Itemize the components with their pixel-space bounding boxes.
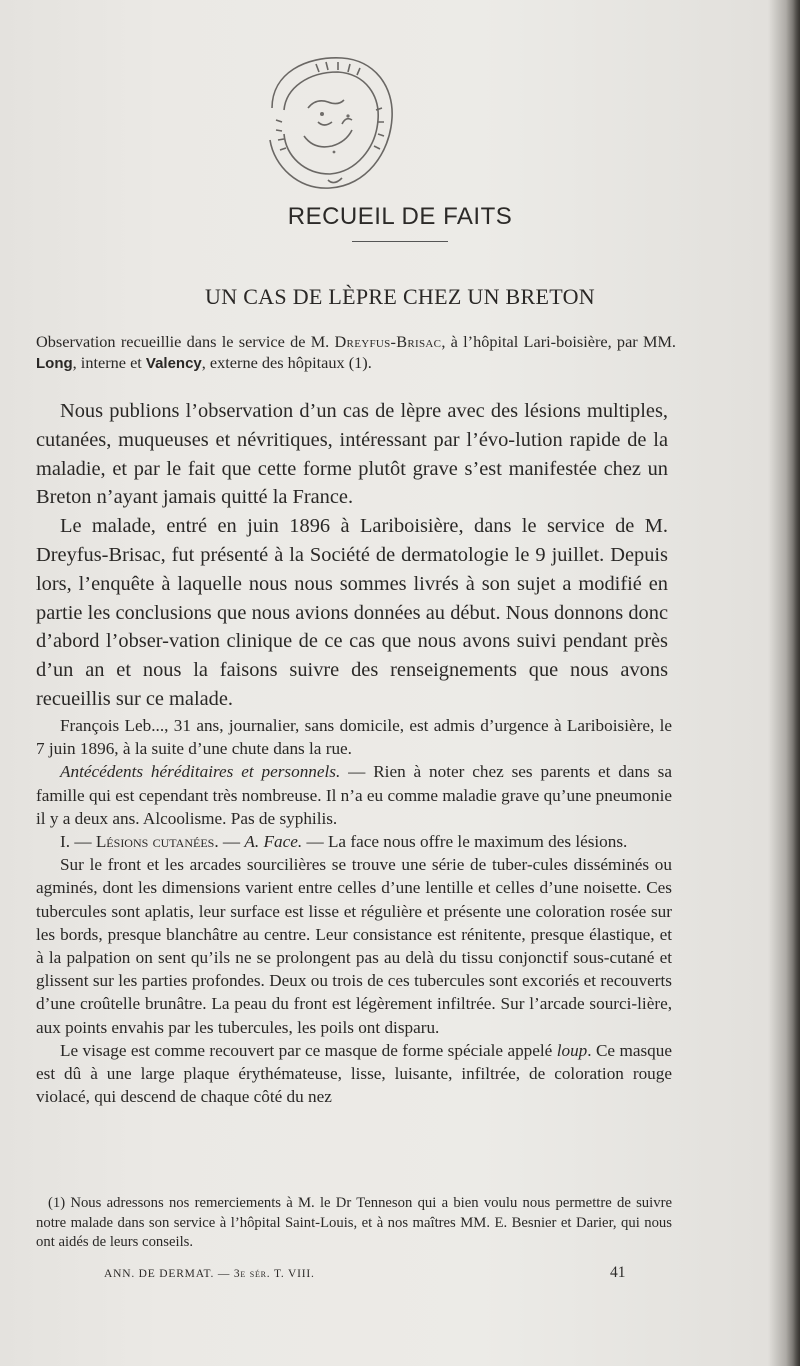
case-report: [36, 714, 672, 1108]
section-text: — La face nous offre le maximum des lésions.: [302, 832, 628, 852]
header-divider: [352, 241, 448, 242]
case-intro: François Leb..., 31 ans, journalier, sans domicile, est admis d’urgence à Lariboisière, le 7 juin 1896, à la suite d’une chute dans la rue.: [36, 716, 672, 759]
lead-section: [36, 397, 668, 714]
case-paragraph-visage: [36, 1039, 672, 1109]
observation-text-1: Observation recueillie dans le service de M.: [36, 332, 335, 351]
antecedents-heading: Antécédents héréditaires et personnels.: [60, 762, 341, 782]
section-header: RECUEIL DE FAITS: [287, 203, 513, 230]
case-paragraph-front: Sur le front et les arcades sourcilières se trouve une série de tuber-cules disséminés ou agminés, dont les dimensions varient entre celles d’une lentille et celles d’une noisette. Ces tubercules sont aplatis, leur surface est lisse et régulière et présente une coloration rosée sur les bords, presque blanchâtre au centre. Leur consistance est rénitente, presque élastique, et à la palpation on sent qu’ils ne se prolongent pas au delà du tissu conjonctif sous-cutané et glissent sur les parties profondes. Deux ou trois de ces tubercules sont excoriés et recouverts d’une croûtelle brunâtre. La peau du front est légèrement infiltrée. Sur l’arcade sourci-lière, aux points envahis par les tubercules, les poils ont disparu.: [36, 855, 672, 1037]
article-title: UN CAS DE LÈPRE CHEZ UN BRETON: [205, 284, 595, 309]
observation-credit: [36, 331, 676, 374]
section-heading: Lésions cutanées.: [95, 832, 219, 852]
observation-author-2: Valency: [145, 355, 202, 372]
visage-text-2: . Ce masque est dû à une large plaque érythémateuse, lisse, luisante, infiltrée, de coloration rouge violacé, qui descend de chaque côté du nez: [36, 1040, 672, 1107]
case-section-lesions: [36, 830, 672, 853]
page-number: 41: [610, 1264, 626, 1281]
visage-term: loup: [556, 1040, 588, 1060]
journal-reference: ANN. DE DERMAT. — 3e sér. T. VIII.: [104, 1268, 315, 1280]
observation-text-4: , externe des hôpitaux (1).: [201, 353, 372, 372]
library-stamp-icon: [258, 48, 402, 198]
section-number: I. —: [60, 832, 96, 852]
visage-text-1: Le visage est comme recouvert par ce masque de forme spéciale appelé: [60, 1040, 557, 1060]
lead-paragraph: Nous publions l’observation d’un cas de lèpre avec des lésions multiples, cutanées, muqueuses et névritiques, intéressant par l’évo-lution rapide de la maladie, et par le fait que cette forme plutôt grave s’est manifestée chez un Breton n’ayant jamais quitté la France.: [36, 400, 668, 509]
lead-paragraph: Le malade, entré en juin 1896 à Lariboisière, dans le service de M. Dreyfus-Brisac, fut présenté à la Société de dermatologie le 9 juillet. Depuis lors, l’enquête à laquelle nous nous sommes livrés à son sujet a modifié en partie les conclusions que nous avions données au début. Nous donnons donc d’abord l’obser-vation clinique de ce cas que nous avons suivi pendant près d’un an et nous la faisons suivre des renseignements que nous avons recueillis sur ce malade.: [36, 515, 668, 710]
observation-text-2: , à l’hôpital Lari-boisière, par MM.: [441, 332, 676, 351]
subsection-heading: A. Face.: [244, 832, 303, 852]
section-dash: —: [218, 832, 245, 852]
case-antecedents: [36, 760, 672, 830]
footnote: [36, 1194, 672, 1253]
observation-author-1: Long: [36, 355, 73, 372]
footnote-text: (1) Nous adressons nos remerciements à M. le Dr Tenneson qui a bien voulu nous permettre de suivre notre malade dans son service à l’hôpital Saint-Louis, et à nos maîtres MM. E. Besnier et Darier, qui nous ont aidés de leurs conseils.: [36, 1195, 672, 1250]
observation-text-3: , interne et: [72, 353, 146, 372]
observation-person: Dreyfus-Brisac: [334, 332, 442, 351]
antecedents-text: — Rien à noter chez ses parents et dans sa famille qui est cependant très nombreuse. Il n’a eu comme maladie grave qu’une pneumonie il y a deux ans. Alcoolisme. Pas de syphilis.: [36, 762, 672, 828]
